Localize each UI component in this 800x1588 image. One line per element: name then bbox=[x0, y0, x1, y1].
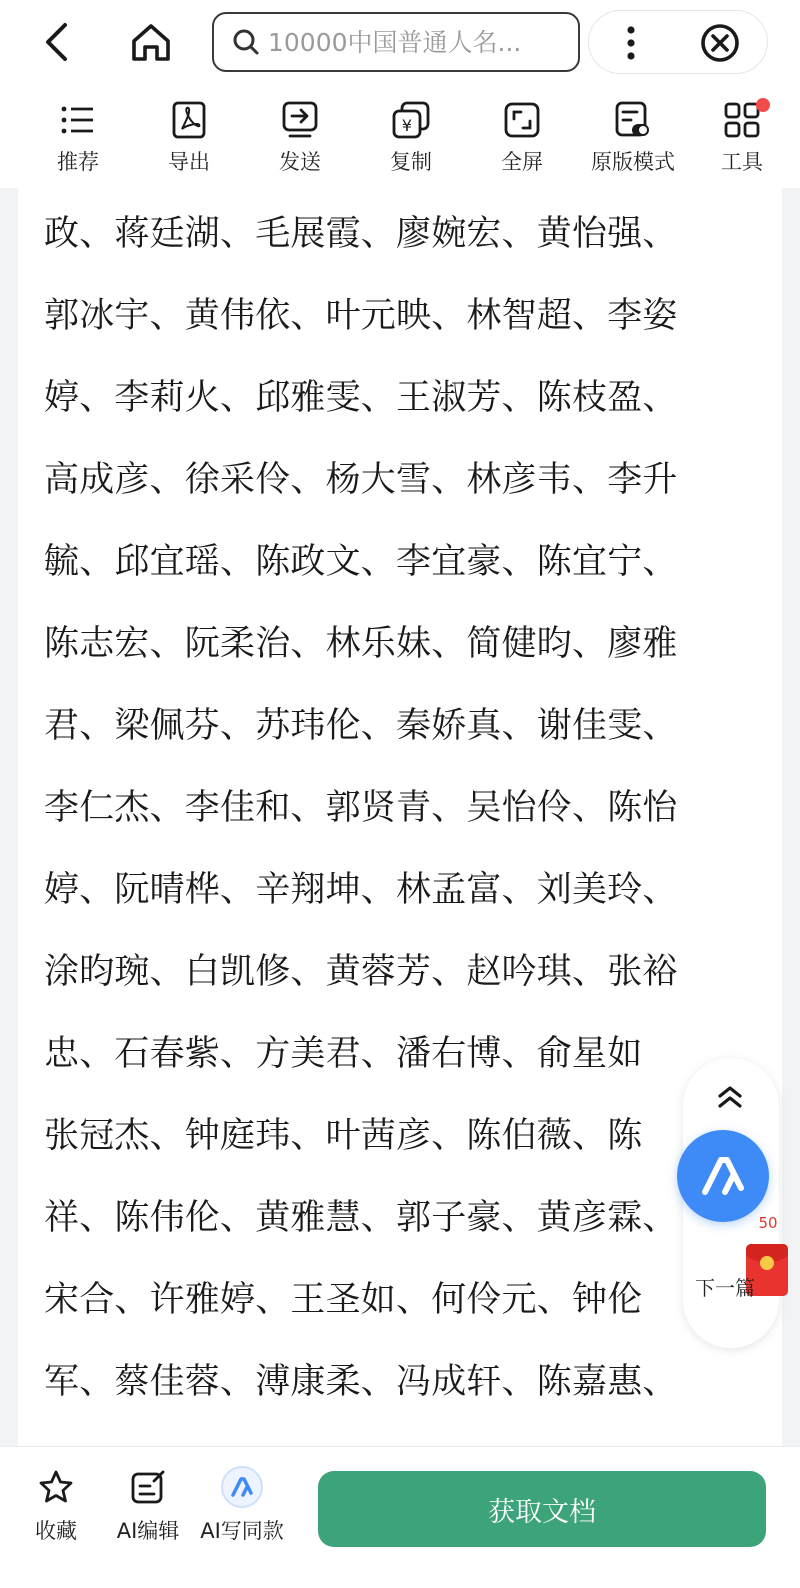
tool-copy[interactable] bbox=[355, 100, 467, 178]
tool-send[interactable] bbox=[244, 100, 356, 178]
red-packet-count: 50 bbox=[758, 1214, 778, 1232]
home-icon bbox=[130, 22, 172, 62]
text-line: 陈志宏、阮柔治、林乐妹、简健昀、廖雅 bbox=[44, 624, 678, 664]
text-line: 军、蔡佳蓉、溥康柔、冯成轩、陈嘉惠、 bbox=[44, 1362, 678, 1402]
search-icon bbox=[232, 28, 260, 56]
copy-icon bbox=[391, 100, 431, 140]
pdf-icon bbox=[169, 100, 209, 140]
tool-fullscreen[interactable] bbox=[466, 100, 578, 178]
ai-edit-icon bbox=[126, 1465, 170, 1509]
text-line: 政、蒋廷湖、毛展霞、廖婉宏、黄怡强、 bbox=[44, 214, 678, 254]
tool-tools[interactable] bbox=[686, 100, 798, 178]
search-input[interactable] bbox=[268, 28, 568, 57]
text-line: 祥、陈伟伦、黄雅慧、郭子豪、黄彦霖、 bbox=[44, 1198, 678, 1238]
document-content bbox=[18, 188, 782, 1446]
text-line: 郭冰宇、黄伟依、叶元映、林智超、李姿 bbox=[44, 296, 678, 336]
svg-text:¥: ¥ bbox=[401, 116, 413, 135]
double-chevron-up-icon bbox=[715, 1084, 745, 1110]
ai-edit-label: AI编辑 bbox=[116, 1519, 180, 1543]
notification-dot bbox=[756, 98, 770, 112]
tool-original-mode[interactable] bbox=[577, 100, 689, 178]
home-button[interactable] bbox=[126, 18, 176, 66]
close-circle-icon bbox=[700, 23, 740, 63]
ai-assistant-button[interactable] bbox=[677, 1130, 769, 1222]
send-icon bbox=[280, 100, 320, 140]
text-line: 忠、石春紫、方美君、潘右博、俞星如 bbox=[44, 1034, 643, 1074]
tool-label: 工具 bbox=[721, 150, 763, 174]
tool-label: 复制 bbox=[390, 150, 432, 174]
tool-label: 全屏 bbox=[501, 150, 543, 174]
ai-write-similar-button[interactable] bbox=[194, 1465, 290, 1555]
original-mode-icon bbox=[613, 100, 653, 140]
close-button[interactable] bbox=[699, 22, 741, 64]
tool-recommend[interactable] bbox=[22, 100, 134, 178]
tool-label: 发送 bbox=[279, 150, 321, 174]
more-vertical-icon bbox=[626, 25, 636, 61]
more-options-button[interactable] bbox=[609, 21, 653, 65]
search-box[interactable] bbox=[212, 12, 580, 72]
document-toolbar bbox=[0, 86, 800, 188]
tool-export[interactable] bbox=[133, 100, 245, 178]
text-line: 李仁杰、李佳和、郭贤青、吴怡伶、陈怡 bbox=[44, 788, 678, 828]
list-icon bbox=[58, 100, 98, 140]
scroll-to-top-button[interactable] bbox=[700, 1072, 760, 1122]
ai-write-icon bbox=[220, 1465, 264, 1509]
bottom-action-bar bbox=[0, 1446, 800, 1588]
text-line: 涂昀琬、白凯修、黄蓉芳、赵吟琪、张裕 bbox=[44, 952, 678, 992]
text-line: 君、梁佩芬、苏玮伦、秦娇真、谢佳雯、 bbox=[44, 706, 678, 746]
text-line: 张冠杰、钟庭玮、叶茜彦、陈伯薇、陈 bbox=[44, 1116, 643, 1156]
text-line: 高成彦、徐采伶、杨大雪、林彦韦、李升 bbox=[44, 460, 678, 500]
next-article-button[interactable]: 下一篇 bbox=[695, 1276, 755, 1300]
favorite-button[interactable] bbox=[28, 1465, 84, 1555]
fullscreen-icon bbox=[502, 100, 542, 140]
ai-edit-button[interactable] bbox=[108, 1465, 188, 1555]
tool-label: 原版模式 bbox=[591, 150, 675, 174]
get-document-button[interactable]: 获取文档 bbox=[318, 1471, 766, 1547]
red-packet-coin bbox=[760, 1256, 774, 1270]
text-line: 毓、邱宜瑶、陈政文、李宜豪、陈宜宁、 bbox=[44, 542, 678, 582]
back-button[interactable] bbox=[36, 20, 76, 64]
mini-program-capsule bbox=[588, 10, 768, 74]
text-line: 婷、阮晴桦、辛翔坤、林孟富、刘美玲、 bbox=[44, 870, 678, 910]
text-line: 婷、李莉火、邱雅雯、王淑芳、陈枝盈、 bbox=[44, 378, 678, 418]
favorite-label: 收藏 bbox=[35, 1519, 77, 1543]
text-line: 宋合、许雅婷、王圣如、何伶元、钟伦 bbox=[44, 1280, 643, 1320]
top-navigation-bar bbox=[0, 0, 800, 86]
star-icon bbox=[34, 1465, 78, 1509]
ai-write-label: AI写同款 bbox=[200, 1519, 284, 1543]
ai-logo-icon bbox=[699, 1154, 747, 1198]
tool-label: 推荐 bbox=[57, 150, 99, 174]
tool-label: 导出 bbox=[168, 150, 210, 174]
chevron-left-icon bbox=[43, 22, 69, 62]
